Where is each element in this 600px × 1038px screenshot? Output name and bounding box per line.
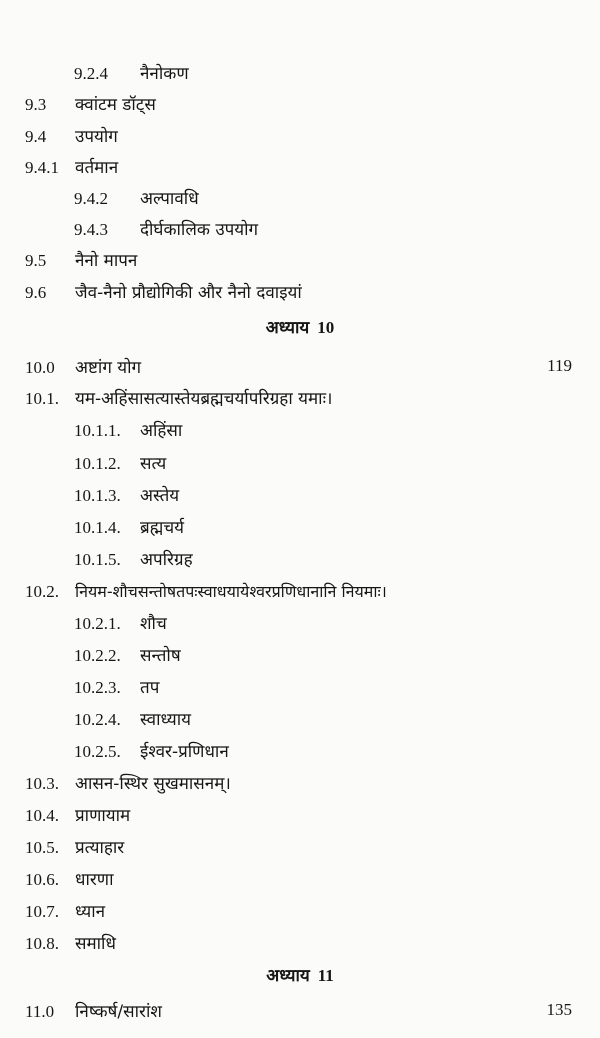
chapter-heading-number: 10 — [317, 318, 335, 337]
toc-entry — [74, 58, 189, 90]
toc-entry-number: 10.0 — [25, 358, 55, 377]
toc-entry — [25, 832, 124, 864]
toc-entry-title: अपरिग्रह — [140, 550, 193, 570]
toc-entry — [74, 704, 191, 736]
toc-entry-number: 10.4. — [25, 806, 59, 825]
toc-entry-title: नैनोकण — [140, 64, 189, 84]
toc-entry-number: 10.2.3. — [74, 678, 121, 697]
toc-entry — [25, 800, 130, 832]
toc-entry-number: 10.1. — [25, 389, 59, 408]
toc-entry-title: नैनो मापन — [75, 251, 138, 271]
toc-entry — [25, 996, 162, 1028]
toc-entry-number: 10.5. — [25, 838, 59, 857]
toc-entry-title: शौच — [140, 614, 167, 634]
toc-entry — [74, 736, 229, 768]
toc-page-number: 135 — [546, 1000, 572, 1019]
chapter-heading-label: अध्याय — [265, 318, 310, 338]
toc-entry-number: 10.2.4. — [74, 710, 121, 729]
toc-entry — [74, 640, 181, 672]
toc-entry — [25, 576, 387, 608]
toc-entry-number: 10.2.2. — [74, 646, 121, 665]
toc-entry-number: 10.8. — [25, 934, 59, 953]
toc-entry-title: ध्यान — [75, 902, 106, 922]
toc-entry-number: 10.6. — [25, 870, 59, 889]
toc-entry-title: क्वांटम डॉट्स — [75, 95, 156, 115]
toc-entry-title: ब्रह्मचर्य — [140, 518, 184, 538]
toc-entry-title: स्वाध्याय — [140, 710, 191, 730]
toc-entry — [25, 928, 116, 960]
toc-entry-title: निष्कर्ष/सारांश — [75, 1002, 162, 1022]
toc-entry — [74, 415, 182, 447]
toc-entry-title: यम-अहिंसासत्यास्तेयब्रह्मचर्यापरिग्रहा यमाः। — [75, 389, 333, 409]
toc-entry — [25, 768, 231, 800]
toc-entry-number: 11.0 — [25, 1002, 55, 1021]
toc-entry-title: अस्तेय — [140, 486, 180, 506]
toc-entry — [74, 480, 179, 512]
chapter-heading — [0, 312, 600, 344]
toc-entry-number: 9.2.4 — [74, 64, 108, 83]
toc-entry-number: 10.1.2. — [74, 454, 121, 473]
toc-entry-title: प्राणायाम — [75, 806, 131, 826]
toc-entry — [74, 183, 199, 215]
toc-entry-title: अष्टांग योग — [75, 358, 142, 378]
toc-entry-title: ईश्वर-प्रणिधान — [140, 742, 229, 762]
toc-entry-number: 10.7. — [25, 902, 59, 921]
toc-entry — [25, 89, 156, 121]
toc-entry — [74, 608, 167, 640]
toc-entry-number: 9.5 — [25, 251, 47, 270]
toc-entry — [25, 152, 118, 184]
toc-entry-title: वर्तमान — [75, 158, 119, 178]
toc-entry-title: तप — [140, 678, 160, 698]
toc-entry-title: नियम-शौचसन्तोषतपःस्वाधयायेश्वरप्रणिधानानि नियमाः। — [75, 582, 387, 601]
toc-entry-title: जैव-नैनो प्रौद्योगिकी और नैनो दवाइयां — [75, 283, 302, 303]
toc-entry — [74, 214, 258, 246]
toc-entry — [25, 121, 118, 153]
toc-entry-title: प्रत्याहार — [75, 838, 125, 858]
chapter-heading — [0, 960, 600, 992]
toc-entry — [74, 544, 193, 576]
chapter-heading-number: 11 — [317, 966, 334, 985]
toc-entry-number: 9.4.3 — [74, 220, 108, 239]
toc-entry — [25, 383, 332, 415]
toc-entry-number: 9.6 — [25, 283, 47, 302]
toc-entry-title: दीर्घकालिक उपयोग — [140, 220, 259, 240]
toc-entry-number: 10.1.4. — [74, 518, 121, 537]
toc-entry-number: 9.3 — [25, 95, 47, 114]
toc-entry-number: 10.3. — [25, 774, 59, 793]
toc-entry-number: 9.4.2 — [74, 189, 108, 208]
toc-entry-title: अल्पावधि — [140, 189, 199, 209]
toc-entry-title: धारणा — [75, 870, 114, 890]
toc-entry — [74, 448, 166, 480]
toc-entry — [25, 245, 137, 277]
toc-entry — [25, 896, 105, 928]
toc-entry-number: 10.1.3. — [74, 486, 121, 505]
toc-entry-number: 9.4.1 — [25, 158, 59, 177]
toc-entry — [74, 512, 184, 544]
toc-entry-number: 10.1.5. — [74, 550, 121, 569]
toc-entry — [25, 864, 114, 896]
toc-entry-title: सन्तोष — [140, 646, 181, 666]
toc-entry — [25, 277, 302, 309]
toc-entry-title: सत्य — [140, 454, 167, 474]
toc-entry-title: अहिंसा — [140, 421, 183, 441]
toc-entry-number: 9.4 — [25, 127, 47, 146]
toc-entry-title: उपयोग — [75, 127, 118, 147]
toc-entry-title: समाधि — [75, 934, 116, 954]
toc-entry — [25, 352, 141, 384]
toc-entry-number: 10.2.5. — [74, 742, 121, 761]
toc-page-number: 119 — [547, 356, 572, 375]
toc-entry-number: 10.2.1. — [74, 614, 121, 633]
toc-entry — [74, 672, 159, 704]
toc-entry-number: 10.1.1. — [74, 421, 121, 440]
toc-entry-title: आसन-स्थिर सुखमासनम्। — [75, 774, 231, 794]
chapter-heading-label: अध्याय — [266, 966, 310, 986]
toc-entry-number: 10.2. — [25, 582, 59, 601]
